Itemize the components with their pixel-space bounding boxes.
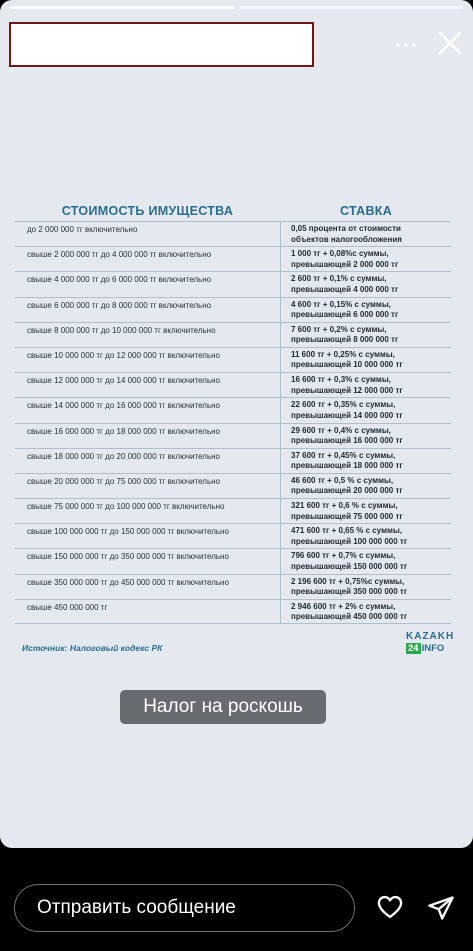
table-row (15, 498, 451, 523)
tax-rate-cell: 471 600 тг + 0,65 % с суммы, превышающей 100 000 000 тг (280, 524, 451, 548)
tax-rate-cell: 37 600 тг + 0,45% с суммы, превышающей 18 000 000 тг (280, 449, 451, 473)
tax-rate-cell: 0,05 процента от стоимости объектов налогообложения (280, 222, 451, 246)
property-value-cell: свыше 10 000 000 тг до 12 000 000 тг включительно (27, 350, 220, 360)
tax-table (15, 221, 451, 624)
property-value-cell: свыше 8 000 000 тг до 10 000 000 тг включительно (27, 325, 216, 335)
logo-number: 24 (408, 643, 419, 654)
property-value-cell: свыше 12 000 000 тг до 14 000 000 тг включительно (27, 376, 220, 386)
kazakh24info-logo (406, 631, 460, 657)
tax-rate-cell: 29 600 тг + 0,4% с суммы, превышающей 16 000 000 тг (280, 424, 451, 448)
tax-rate-cell: 16 600 тг + 0,3% с суммы, превышающей 12 000 000 тг (280, 373, 451, 397)
tax-rate-cell: 796 600 тг + 0,7% с суммы, превышающей 150 000 000 тг (280, 549, 451, 573)
tax-rate-cell: 2 600 тг + 0,1% с суммы, превышающей 4 000 000 тг (280, 272, 451, 296)
property-value-cell: свыше 14 000 000 тг до 16 000 000 тг включительно (27, 401, 220, 411)
tax-rate-cell: 2 946 600 тг + 2% с суммы, превышающей 450 000 000 тг (280, 600, 451, 623)
table-row (15, 397, 451, 422)
table-row (15, 523, 451, 548)
tax-rate-cell: 2 196 600 тг + 0,75%с суммы, превышающей 350 000 000 тг (280, 575, 451, 599)
more-horizontal-icon[interactable] (394, 36, 418, 54)
col-header-rate: СТАВКА (339, 204, 393, 218)
heart-icon[interactable] (376, 893, 404, 921)
source-note: Источник: Налоговый кодекс РК (22, 643, 163, 653)
tax-rate-cell: 22 600 тг + 0,35% с суммы, превышающей 14 000 000 тг (280, 398, 451, 422)
send-icon[interactable] (427, 894, 455, 922)
table-row (15, 548, 451, 573)
property-value-cell: свыше 350 000 000 тг до 450 000 000 тг включительно (27, 577, 229, 587)
property-value-cell: свыше 150 000 000 тг до 350 000 000 тг включительно (27, 552, 229, 562)
table-row (15, 271, 451, 296)
close-icon[interactable] (437, 30, 463, 56)
logo-text-top: KAZAKH (406, 631, 455, 642)
table-row (15, 448, 451, 473)
redacted-user-info[interactable] (9, 22, 314, 67)
logo-info: INFO (421, 643, 445, 654)
property-value-cell: свыше 4 000 000 тг до 6 000 000 тг включительно (27, 275, 212, 285)
tax-rate-cell: 46 600 тг + 0,5 % с суммы, превышающей 20 000 000 тг (280, 474, 451, 498)
table-row (15, 322, 451, 347)
property-value-cell: свыше 16 000 000 тг до 18 000 000 тг включительно (27, 426, 220, 436)
table-row (15, 297, 451, 322)
table-row (15, 423, 451, 448)
progress-segment (10, 6, 235, 9)
table-row (15, 246, 451, 271)
property-value-cell: свыше 100 000 000 тг до 150 000 000 тг включительно (27, 527, 229, 537)
tax-rate-cell: 4 600 тг + 0,15% с суммы, превышающей 6 000 000 тг (280, 298, 451, 322)
reply-input[interactable]: Отправить сообщение (14, 884, 355, 932)
progress-segment (239, 6, 464, 9)
property-value-cell: свыше 2 000 000 тг до 4 000 000 тг включительно (27, 250, 212, 260)
table-row (15, 372, 451, 397)
tax-rate-cell: 7 600 тг + 0,2% с суммы, превышающей 8 000 000 тг (280, 323, 451, 347)
story-caption: Налог на роскошь (120, 690, 326, 724)
table-header (15, 202, 451, 220)
property-value-cell: свыше 75 000 000 тг до 100 000 000 тг включительно (27, 502, 225, 512)
table-row (15, 473, 451, 498)
property-value-cell: свыше 20 000 000 тг до 75 000 000 тг включительно (27, 476, 220, 486)
table-row (15, 347, 451, 372)
property-value-cell: свыше 18 000 000 тг до 20 000 000 тг включительно (27, 451, 220, 461)
table-row (15, 599, 451, 624)
table-row (15, 221, 451, 246)
tax-rate-cell: 11 600 тг + 0,25% с суммы, превышающей 10 000 000 тг (280, 348, 451, 372)
property-value-cell: свыше 6 000 000 тг до 8 000 000 тг включительно (27, 300, 212, 310)
tax-rate-cell: 1 000 тг + 0,08%с суммы, превышающей 2 000 000 тг (280, 247, 451, 271)
property-value-cell: свыше 450 000 000 тг (27, 602, 108, 612)
tax-table-image (15, 202, 451, 667)
tax-rate-cell: 321 600 тг + 0,6 % с суммы, превышающей 75 000 000 тг (280, 499, 451, 523)
story-progress-bar (10, 6, 463, 9)
property-value-cell: до 2 000 000 тг включительно (27, 225, 138, 234)
col-header-property: СТОИМОСТЬ ИМУЩЕСТВА (61, 204, 234, 218)
table-row (15, 574, 451, 599)
